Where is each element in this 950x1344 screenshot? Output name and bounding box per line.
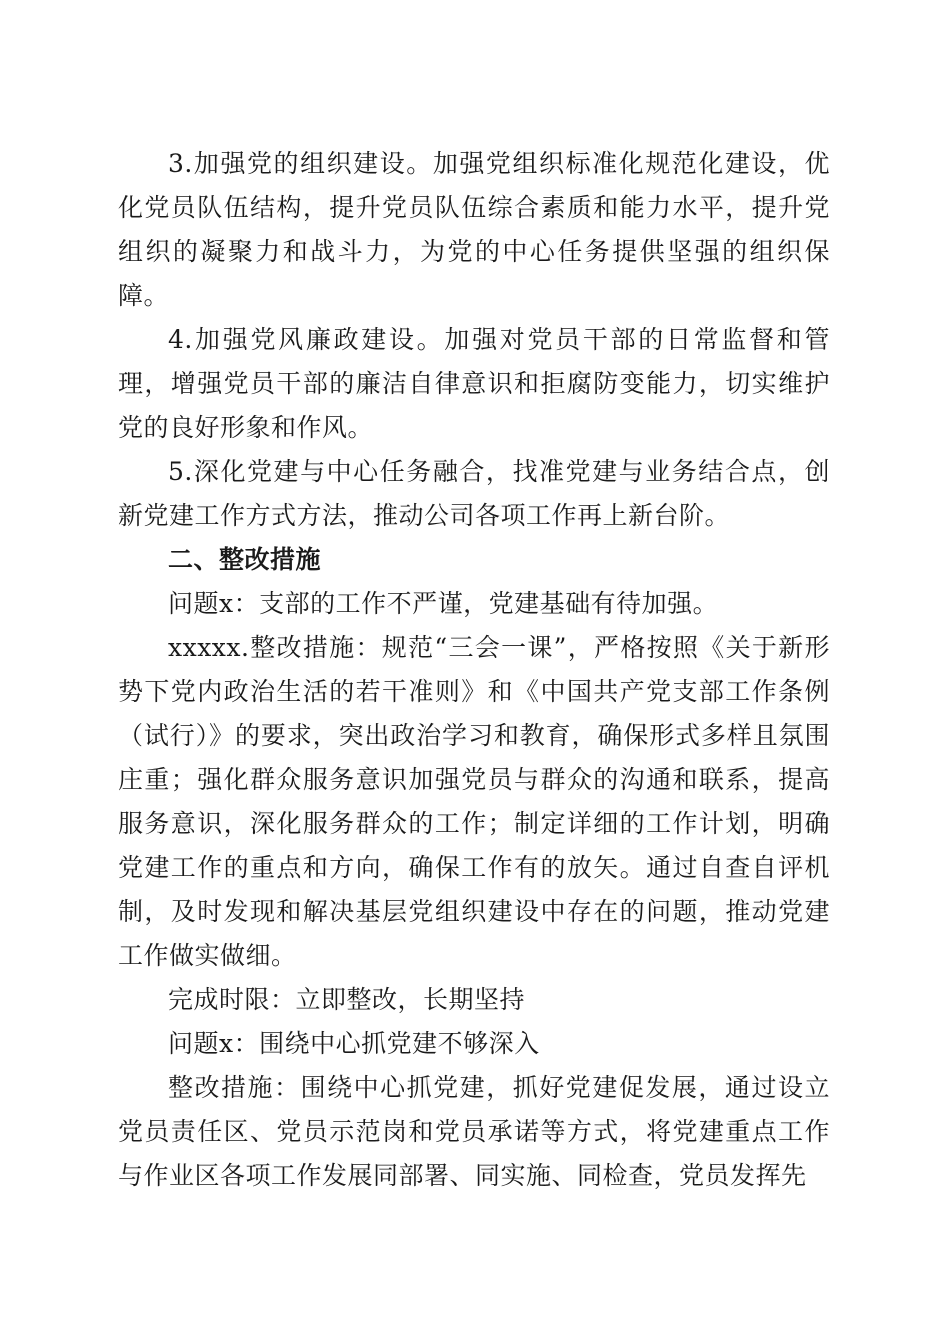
paragraph-measures-1: xxxxx.整改措施：规范“三会一课”，严格按照《关于新形势下党内政治生活的若干准则》和《中国共产党支部工作条例（试行）》的要求，突出政治学习和教育，确保形式多样且氛围庄重；强化群众服务意识加强党员与群众的沟通和联系，提高服务意识，深化服务群众的工作；制定详细的工作计划，明确党建工作的重点和方向，确保工作有的放矢。通过自查自评机制，及时发现和解决基层党组织建设中存在的问题，推动党建工作做实做细。 xyxy=(118,633,830,970)
paragraph-issue-2: 问题x：围绕中心抓党建不够深入 xyxy=(168,1029,540,1058)
paragraph-integrity-building: 4.加强党风廉政建设。加强对党员干部的日常监督和管理，增强党员干部的廉洁自律意识和拒腐防变能力，切实维护党的良好形象和作风。 xyxy=(118,325,830,442)
paragraph-deadline-1: 完成时限：立即整改，长期坚持 xyxy=(168,985,526,1014)
section-heading-rectification-measures: 二、整改措施 xyxy=(168,545,322,574)
paragraph-measures-2: 整改措施：围绕中心抓党建，抓好党建促发展，通过设立党员责任区、党员示范岗和党员承诺等方式，将党建重点工作与作业区各项工作发展同部署、同实施、同检查，党员发挥先 xyxy=(118,1073,830,1190)
paragraph-issue-1: 问题x：支部的工作不严谨，党建基础有待加强。 xyxy=(168,589,719,618)
document-body xyxy=(118,142,830,1198)
paragraph-integration: 5.深化党建与中心任务融合，找准党建与业务结合点，创新党建工作方式方法，推动公司各项工作再上新台阶。 xyxy=(118,457,830,530)
paragraph-organization-building: 3.加强党的组织建设。加强党组织标准化规范化建设，优化党员队伍结构，提升党员队伍综合素质和能力水平，提升党组织的凝聚力和战斗力，为党的中心任务提供坚强的组织保障。 xyxy=(118,149,830,310)
